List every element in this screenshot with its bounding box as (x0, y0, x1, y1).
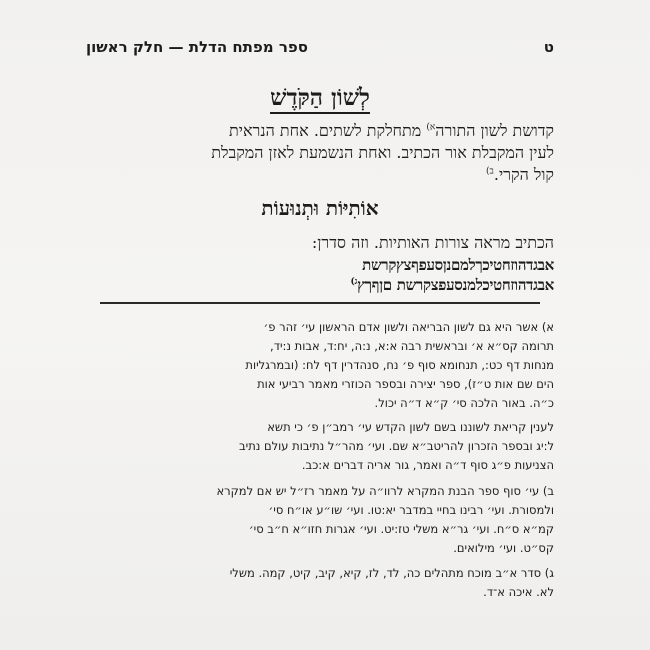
footnote-line: מנחות דף כט:, תנחומא סוף פ׳ נח, סנהדרין דף לח: (ובמרגליות (245, 358, 554, 372)
alphabet-line-2 (86, 276, 554, 295)
footnote-line: א) אשר היא גם לשון הבריאה ולשון אדם הראשון עי׳ זהר פ׳ (263, 320, 554, 334)
footnote-divider (100, 302, 540, 304)
footnote-line: ל:יג ובספר הזכרון להריטב״א שם. ועי׳ מהר״ל נתיבות עולם נתיב (238, 439, 554, 453)
footnote-ref-c: ג) (350, 277, 358, 287)
sub-text (86, 233, 554, 253)
footnote-line: ג) סדר א״ב מוכח מתהלים כה, לד, לז, קיא, קיב, קיט, קמה. משלי (229, 566, 554, 580)
alphabet-line-2-text: אבגדהוזחטיכלמנסעפצקרשת םןףךץ (357, 276, 554, 294)
intro-text-1b: מתחלקת לשתים. אחת הנראית (229, 121, 422, 140)
section-title (86, 84, 554, 111)
footnote-line: לענין קריאת לשוננו בשם לשון הקדש עי׳ רמב״ן פ׳ כי תשא (267, 420, 554, 434)
footnote-ref-a: א) (426, 122, 436, 133)
footnote-line: ב) עי׳ סוף ספר הבנת המקרא לרוו״ה על מאמר רז״ל יש אם למקרא (216, 484, 554, 498)
intro-line-1 (86, 121, 554, 141)
page-number: ט (543, 38, 554, 56)
footnote-ref-b: ב) (486, 166, 494, 177)
footnote-line: קמ״א ס״ח. ועי׳ גר״א משלי טז:יט. ועי׳ אגרות חזו״א ח״ב סי׳ (248, 522, 554, 536)
intro-line-3 (86, 165, 554, 185)
intro-text-3: קול הקרי. (493, 165, 554, 184)
footnote-line: תרומה קס״א א׳ ובראשית רבה א:א, נ:ה, יח:ד, אבות נ:יד, (270, 339, 554, 353)
footnote-line: ולמסורת. ועי׳ רבינו בחיי במדבר יא:טו. ועי׳ שו״ע או״ח סי׳ (268, 503, 554, 517)
alphabet-line-1: אבגדהוזחטיכךלמםנןסעפףצץקרשת (362, 256, 554, 274)
footnote-line: לא. איכה א־ד. (483, 585, 554, 599)
intro-line-2 (86, 143, 554, 163)
section-title-text: לְשׁוֹן הַקֹּדֶשׁ (270, 84, 370, 114)
intro-text-2: לעין המקבלת אור הכתיב. ואחת הנשמעת לאזן המקבלת (211, 143, 554, 162)
running-title: ספר מפתח הדלת — חלק ראשון (86, 38, 308, 56)
footnote-line: הצניעות פ״ג סוף ד״ה ואמר, גור אריה דברים א:כב. (301, 458, 554, 472)
footnote-line: הים שם אות ט״ז), ספר יצירה ובספר הכוזרי מאמר רביעי אות (257, 377, 554, 391)
footnote-line: כ״ה. באור הלכה סי׳ ק״א ד״ה יכול. (374, 396, 554, 410)
sub-text-content: הכתיב מראה צורות האותיות. וזה סדרן: (311, 233, 554, 252)
intro-text-1a: קדושת לשון התורה (435, 121, 554, 140)
footnote-line: קס״ט. ועי׳ מילואים. (453, 541, 554, 555)
running-header (86, 38, 554, 56)
subsection-title: אוֹתִיּוֹת וּתְנוּעוֹת (261, 196, 379, 220)
